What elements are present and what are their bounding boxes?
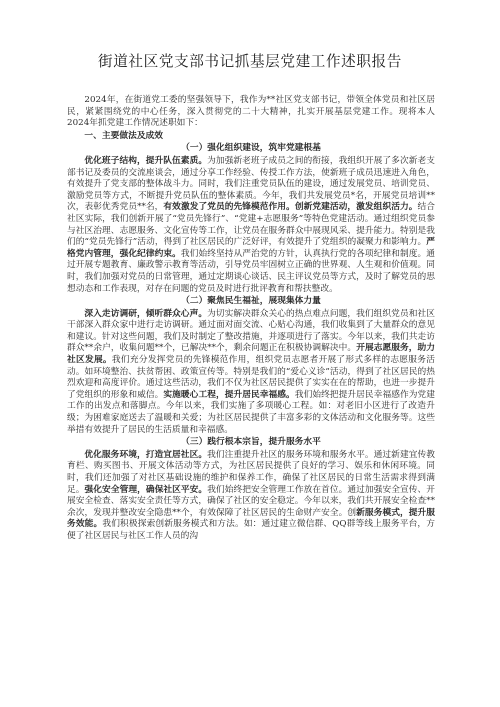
paragraph-text: 为切实解决群众关心的热点难点问题，我们组织党员和社区干部深入群众家中进行走访调研。通过面对面交流、心贴心沟通，我们收集到了大量群众的意见和建议。针对这些问题，我们及时制定了整改措施，并逐项进行了落实。今年以来，我们共走访群众**余户，收集问题**个，已解决**个，剩余问题正在积极协调解决中。 [67,308,435,354]
lead-phrase: 强化安全管理，确保社区平安。 [84,484,208,495]
paragraph-text: 我们注重提升社区的服务环境和服务水平。通过新建宜传教育栏、购买图书、开展文体活动等方式，为社区居民提供了良好的学习、娱乐和休闲环境。同时，我们还加强了对社区基础设施的维护和保养工作，确保了社区居民的日常生活需求得到满足。 [67,449,435,495]
document-title: 街道社区党支部书记抓基层党建工作述职报告 [98,53,402,70]
lead-phrase: 开展志愿服务，助力社区发展。 [67,343,435,366]
lead-phrase: 优化班子结构，提升队伍素质。 [84,155,208,166]
lead-phrase: 新服务模式，提升服务效能。 [67,507,435,530]
paragraph-text: 我们充分发挥党员的先锋模范作用，组织党员志愿者开展了形式多样的志愿服务活动。如环境整治、扶贫帮困、政策宣传等。特别是我们的“爱心义诊”活动，得到了社区居民的热烈欢迎和高度评价。通过这些活动，我们不仅为社区居民提供了实实在在的帮助，也进一步提升了党组织的形象和威信。 [67,355,435,400]
paragraph-service [67,450,435,543]
paragraph-livelihood [67,309,435,437]
lead-phrase: 严格党内管理，强化纪律约束。 [67,237,435,259]
paragraph-text: 我们始终坚持从严治党的方针，认真执行党的各项纪律和制度。通过开展专题教育、廉政警示教育等活动，引导党员牢固树立正确的世界观、人生观和价值观。同时，我们加强对党员的日常管理，通过定期谈心谈话、民主评议党员等方式，及时了解党员的思想动态和工作表现，对存在问题的党员及时进行批评教育和帮扶整改。 [67,248,436,294]
subsection-heading-organization: （一）强化组织建设，筑牢党建根基 [181,143,321,154]
subsection-heading-service: （三）践行根本宗旨，提升服务水平 [181,437,321,448]
lead-phrase: 深入走访调研，倾听群众心声。 [84,308,208,319]
document-body [67,95,435,543]
paragraph-text: 我们积极探索创新服务模式和方法。如：通过建立微信群、QQ群等线上服务平台，方便了社区居民与社区工作人员的沟 [67,519,435,541]
lead-phrase: 有效激发了党员的先锋模范作用。创新党建活动，激发组织活力。 [163,202,418,213]
subsection-heading-livelihood: （二）聚焦民生福祉，展现集体力量 [181,296,321,307]
lead-phrase: 实施暖心工程，提升居民幸福感。 [163,389,295,400]
intro-paragraph: 2024年，在街道党工委的坚强领导下，我作为**社区党支部书记，带领全体党员和社区居民，紧紧围绕党的中心任务，深入贯彻党的二十大精神，扎实开展基层党建工作。现将本人2024年抓党建工作情况述职如下： [67,95,435,129]
lead-phrase: 优化服务环境，打造宜居社区。 [84,449,208,460]
paragraph-text: 为加强新老班子成员之间的衔接，我组织开展了多次新老支部书记及委员的交流座谈会，通过分享工作经验、传授工作方法，使新班子成员迅速进入角色，有效提升了党支部的整体战斗力。同时，我们注重党员队伍的建设，通过发展党员、培训党员、激励党员等方式，不断提升党员队伍的整体素质。今年，我们共发展党员*名，开展党员培训**次，表彰优秀党员**名， [67,155,435,213]
paragraph-text: 我们始终把安全管理工作放在首位。通过加强安全宣传、开展安全检查、落实安全责任等方式，确保了社区的安全稳定。今年以来，我们共开展安全检查**余次，发现并整改安全隐患**个，有效保障了社区居民的生命财产安全。创 [67,484,435,518]
paragraph-text: 结合社区实际，我们创新开展了“党员先锋行”、“党建+志愿服务”等特色党建活动。通过组织党员参与社区治理、志愿服务、文化宣传等工作，让党员在服务群众中展现风采、提升能力。特别是我们的“党员先锋行”活动，得到了社区居民的广泛好评，有效提升了党组织的凝聚力和影响力。 [67,202,435,248]
section-heading-main-practices: 一、主要做法及成效 [84,130,164,141]
paragraph-text: 我们始终把提升居民幸福感作为党建工作的出发点和落脚点。今年以来，我们实施了多项暖心工程。如：对老旧小区进行了改造升级；为困难家庭送去了温暖和关爱；为社区居民提供了丰富多彩的文体活动和文化服务等。这些举措有效提升了居民的生活质量和幸福感。 [67,389,435,435]
paragraph-organization [67,156,435,295]
